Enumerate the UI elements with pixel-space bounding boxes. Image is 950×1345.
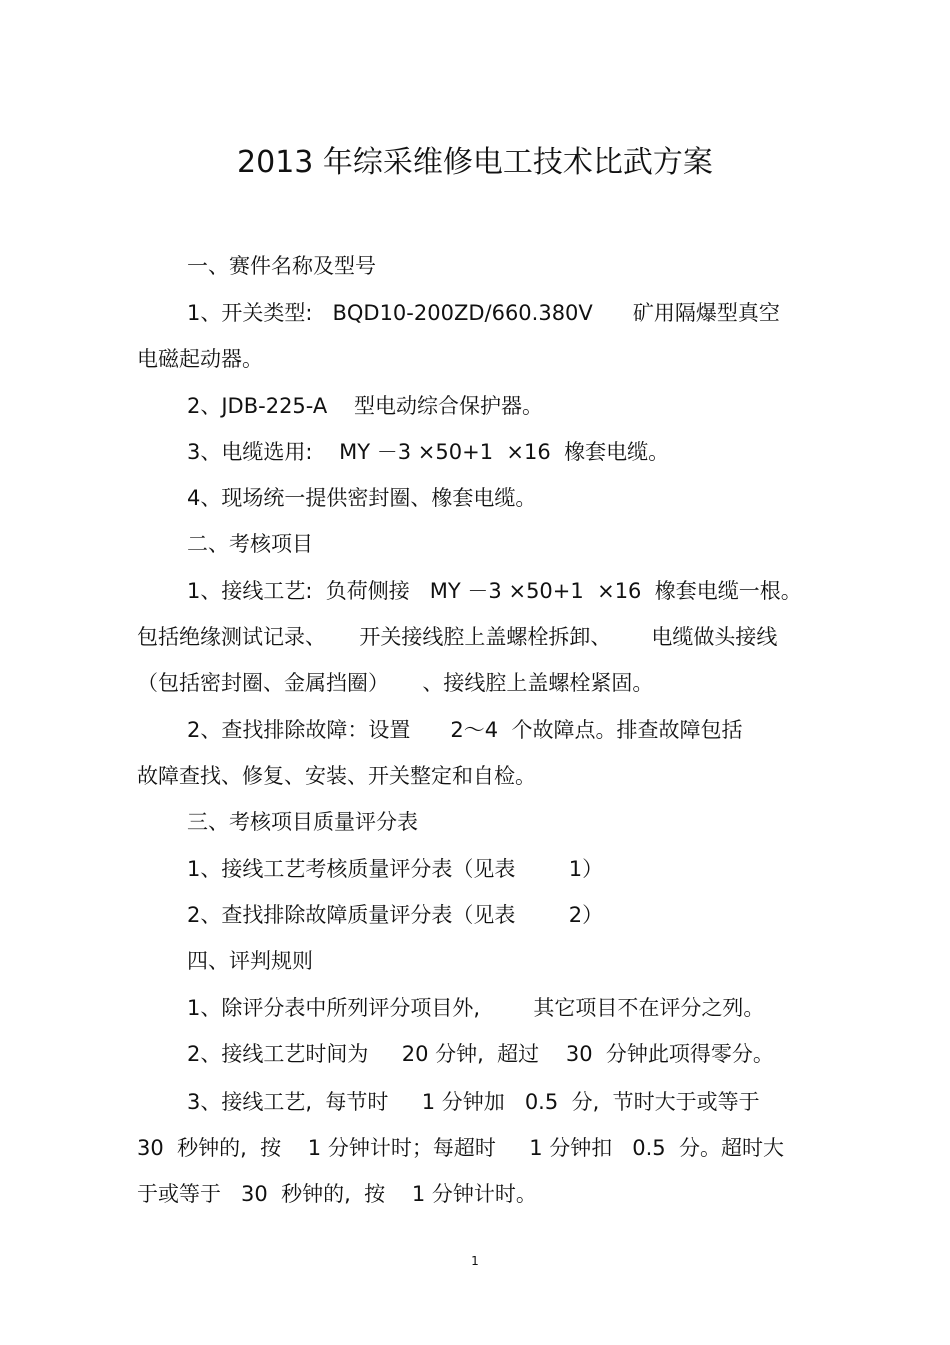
paragraph-line: 1、接线工艺考核质量评分表（见表 1）	[187, 857, 604, 881]
paragraph-line: 1、开关类型: BQD10-200ZD/660.380V 矿用隔爆型真空	[187, 301, 780, 325]
paragraph-line: 4、现场统一提供密封圈、橡套电缆。	[187, 486, 537, 510]
section-heading-2: 二、考核项目	[187, 532, 313, 556]
paragraph-line: 30 秒钟的, 按 1 分钟计时；每超时 1 分钟扣 0.5 分。超时大	[137, 1136, 785, 1160]
paragraph-line: 包括绝缘测试记录、 开关接线腔上盖螺栓拆卸、 电缆做头接线	[137, 625, 778, 649]
paragraph-line: 电磁起动器。	[137, 347, 263, 371]
section-heading-3: 三、考核项目质量评分表	[187, 810, 418, 834]
page-title: 2013 年综采维修电工技术比武方案	[237, 145, 713, 180]
paragraph-line: 2、查找排除故障：设置 2～4 个故障点。排查故障包括	[187, 718, 743, 742]
paragraph-line: 3、电缆选用: MY －3 ×50+1 ×16 橡套电缆。	[187, 440, 670, 464]
paragraph-line: 故障查找、修复、安装、开关整定和自检。	[137, 764, 536, 788]
section-heading-4: 四、评判规则	[187, 949, 313, 973]
paragraph-line: 1、除评分表中所列评分项目外, 其它项目不在评分之列。	[187, 996, 765, 1020]
paragraph-line: 2、接线工艺时间为 20 分钟, 超过 30 分钟此项得零分。	[187, 1042, 774, 1066]
paragraph-line: 1、接线工艺: 负荷侧接 MY －3 ×50+1 ×16 橡套电缆一根。	[187, 579, 802, 603]
paragraph-line: 2、查找排除故障质量评分表（见表 2）	[187, 903, 604, 927]
paragraph-line: （包括密封圈、金属挡圈） 、接线腔上盖螺栓紧固。	[137, 671, 654, 695]
paragraph-line: 3、接线工艺, 每节时 1 分钟加 0.5 分, 节时大于或等于	[187, 1090, 760, 1114]
page-number: 1	[471, 1254, 479, 1268]
paragraph-line: 2、JDB-225-A 型电动综合保护器。	[187, 394, 543, 418]
section-heading-1: 一、赛件名称及型号	[187, 254, 376, 278]
paragraph-line: 于或等于 30 秒钟的, 按 1 分钟计时。	[137, 1182, 537, 1206]
